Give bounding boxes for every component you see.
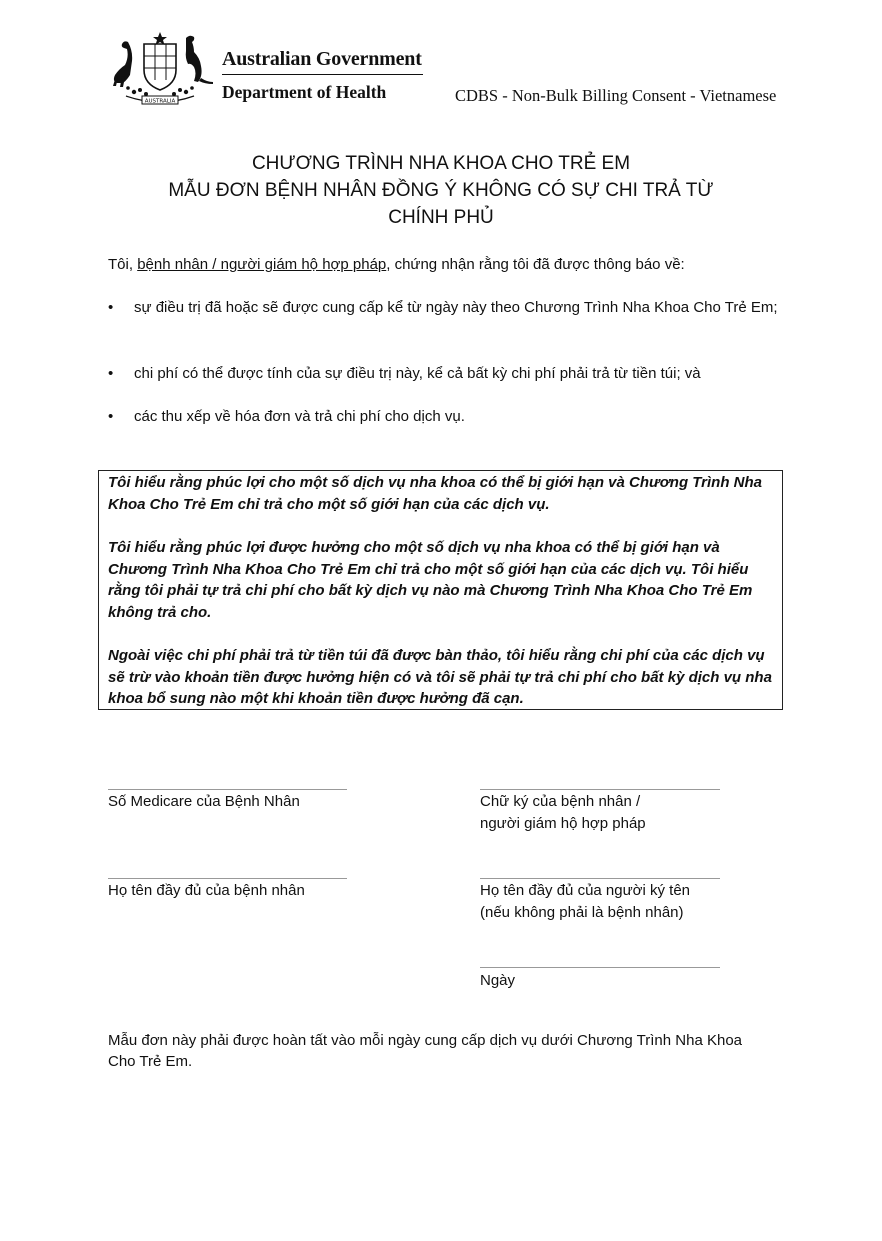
date-label: Ngày [480, 972, 516, 989]
bullet-icon: • [108, 299, 114, 316]
department-name: Department of Health [222, 82, 387, 102]
signer-full-name-label-line-1: Họ tên đầy đủ của người ký tên [480, 882, 690, 899]
bullet-text: chi phí có thể được tính của sự điều trị này, kể cả bất kỳ chi phí phải trả từ tiền túi; và [134, 365, 701, 382]
patient-signature-label [480, 791, 646, 835]
document-code: CDBS - Non-Bulk Billing Consent - Vietnamese [455, 86, 777, 105]
intro-role: bệnh nhân / người giám hộ hợp pháp [137, 256, 387, 273]
title-line-2: MẪU ĐƠN BỆNH NHÂN ĐỒNG Ý KHÔNG CÓ SỰ CHI TRẢ TỪ [168, 180, 714, 201]
consent-paragraph-3: Ngoài việc chi phí phải trả từ tiền túi đã được bàn thảo, tôi hiểu rằng chi phí của các dịch vụ sẽ trừ vào khoản tiền được hưởng hiện có và tôi sẽ phải tự trả chi phí cho bất kỳ dịch vụ nha khoa bổ sung nào một khi khoản tiền được hưởng đã cạn. [108, 647, 772, 707]
bullet-icon: • [108, 408, 114, 425]
medicare-number-line[interactable] [108, 789, 347, 790]
signer-full-name-line[interactable] [480, 878, 720, 879]
footer-note: Mẫu đơn này phải được hoàn tất vào mỗi ngày cung cấp dịch vụ dưới Chương Trình Nha Khoa Cho Trẻ Em. [108, 1032, 742, 1070]
title-line-3: CHÍNH PHỦ [388, 207, 494, 228]
page-title [150, 150, 732, 231]
bullet-text: sự điều trị đã hoặc sẽ được cung cấp kể từ ngày này theo Chương Trình Nha Khoa Cho Trẻ Em; [134, 299, 778, 316]
coat-of-arms-icon [106, 30, 214, 106]
consent-box [98, 470, 783, 710]
bullet-icon: • [108, 365, 114, 382]
patient-full-name-label: Họ tên đầy đủ của bệnh nhân [108, 882, 305, 899]
bullet-text: các thu xếp về hóa đơn và trả chi phí cho dịch vụ. [134, 408, 465, 425]
patient-signature-label-line-1: Chữ ký của bệnh nhân / [480, 793, 641, 810]
intro-prefix: Tôi, [108, 256, 138, 273]
signer-full-name-label-line-2: (nếu không phải là bệnh nhân) [480, 904, 684, 921]
intro-suffix: , chứng nhận rằng tôi đã được thông báo về: [386, 256, 685, 273]
patient-signature-line[interactable] [480, 789, 720, 790]
government-name: Australian Government [222, 48, 422, 70]
consent-paragraph-1: Tôi hiểu rằng phúc lợi cho một số dịch vụ nha khoa có thể bị giới hạn và Chương Trình Nha Khoa Cho Trẻ Em chỉ trả cho một số giới hạn của các dịch vụ. [108, 474, 763, 513]
intro-statement [108, 256, 685, 273]
patient-full-name-line[interactable] [108, 878, 347, 879]
title-line-1: CHƯƠNG TRÌNH NHA KHOA CHO TRẺ EM [251, 153, 631, 174]
header-divider [222, 74, 423, 75]
patient-signature-label-line-2: người giám hộ hợp pháp [480, 815, 646, 832]
signer-full-name-label [480, 880, 690, 924]
consent-paragraph-2: Tôi hiểu rằng phúc lợi được hưởng cho một số dịch vụ nha khoa có thể bị giới hạn và Chương Trình Nha Khoa Cho Trẻ Em chỉ trả cho một số giới hạn của các dịch vụ. Tôi hiểu rằng tôi phải tự trả chi phí cho bất kỳ dịch vụ nào mà Chương Trình Nha Khoa Cho Trẻ Em không trả cho. [108, 539, 753, 621]
svg-text:AUSTRALIA: AUSTRALIA [144, 98, 176, 105]
medicare-number-label: Số Medicare của Bệnh Nhân [108, 793, 300, 810]
date-line[interactable] [480, 967, 720, 968]
